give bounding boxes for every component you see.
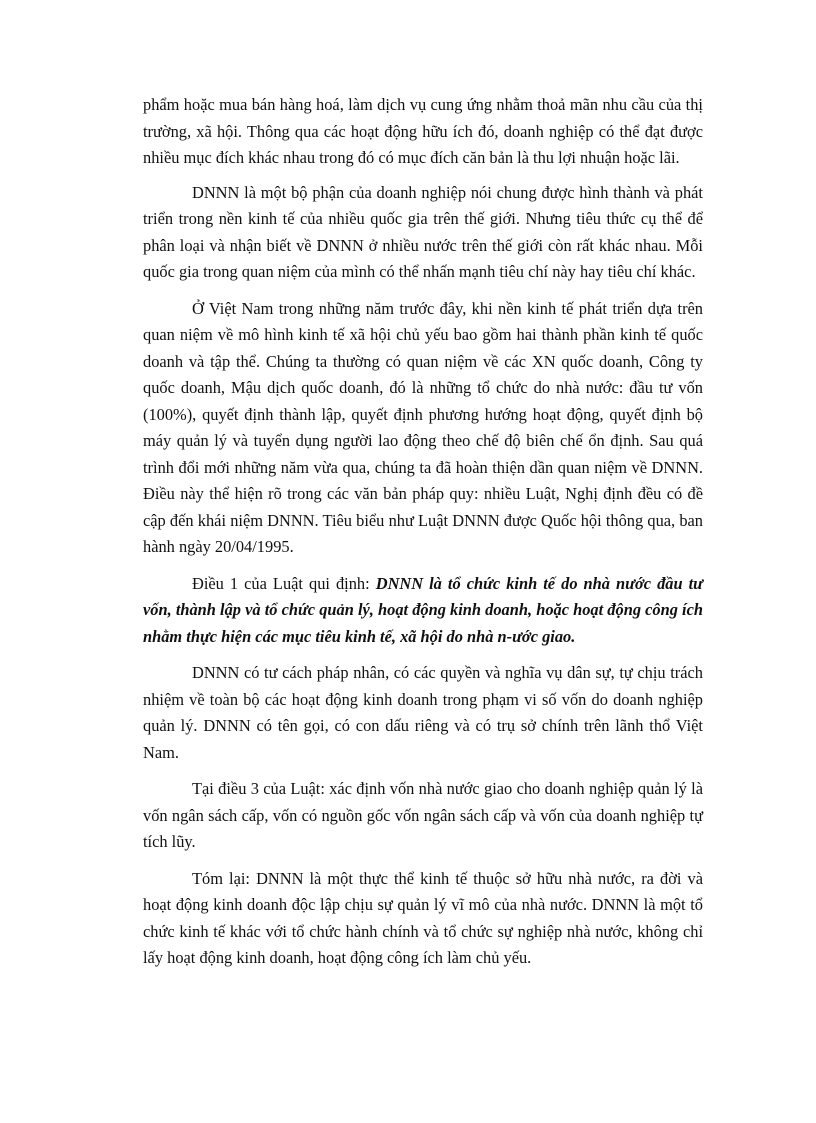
document-page <box>143 92 703 980</box>
article-1-definition: DNNN là tổ chức kinh tế do nhà nước đầu tư vốn, thành lập và tổ chức quản lý, hoạt động kinh doanh, hoặc hoạt động công ích nhằm thực hiện các mục tiêu kinh tế, xã hội do nhà n-ước giao. <box>143 573 703 646</box>
paragraph-4 <box>143 571 703 651</box>
paragraph-6: Tại điều 3 của Luật: xác định vốn nhà nước giao cho doanh nghiệp quản lý là vốn ngân sách cấp, vốn có nguồn gốc vốn ngân sách cấp và vốn của doanh nghiệp tự tích lũy. <box>143 779 703 851</box>
paragraph-3: Ở Việt Nam trong những năm trước đây, khi nền kinh tế phát triển dựa trên quan niệm về mô hình kinh tế xã hội chủ yếu bao gồm hai thành phần kinh tế quốc doanh và tập thể. Chúng ta thường có quan niệm về các XN quốc doanh, Công ty quốc doanh, Mậu dịch quốc doanh, đó là những tổ chức do nhà nước: đầu tư vốn (100%), quyết định thành lập, quyết định phương hướng hoạt động, quyết định bộ máy quản lý và tuyển dụng người lao động theo chế độ biên chế ổn định. Sau quá trình đổi mới những năm vừa qua, chúng ta đã hoàn thiện dần quan niệm về DNNN. Điều này thể hiện rõ trong các văn bản pháp quy: nhiều Luật, Nghị định đều có đề cập đến khái niệm DNNN. Tiêu biểu như Luật DNNN được Quốc hội thông qua, ban hành ngày 20/04/1995. <box>143 298 703 556</box>
paragraph-1: phẩm hoặc mua bán hàng hoá, làm dịch vụ cung ứng nhằm thoả mãn nhu cầu của thị trường, xã hội. Thông qua các hoạt động hữu ích đó, doanh nghiệp có thể đạt được nhiều mục đích khác nhau trong đó có mục đích căn bản là thu lợi nhuận hoặc lãi. <box>143 95 703 167</box>
article-1-lead: Điều 1 của Luật qui định: <box>192 573 376 593</box>
paragraph-7: Tóm lại: DNNN là một thực thể kinh tế thuộc sở hữu nhà nước, ra đời và hoạt động kinh doanh độc lập chịu sự quản lý vĩ mô của nhà nước. DNNN là một tổ chức kinh tế khác với tổ chức hành chính và tổ chức sự nghiệp nhà nước, không chỉ lấy hoạt động kinh doanh, hoạt động công ích làm chủ yếu. <box>143 868 703 967</box>
paragraph-5: DNNN có tư cách pháp nhân, có các quyền và nghĩa vụ dân sự, tự chịu trách nhiệm về toàn bộ các hoạt động kinh doanh trong phạm vi số vốn do doanh nghiệp quản lý. DNNN có tên gọi, có con dấu riêng và có trụ sở chính trên lãnh thổ Việt Nam. <box>143 663 703 762</box>
paragraph-2: DNNN là một bộ phận của doanh nghiệp nói chung được hình thành và phát triển trong nền kinh tế của nhiều quốc gia trên thế giới. Nhưng tiêu thức cụ thể để phân loại và nhận biết về DNNN ở nhiều nước trên thế giới còn rất khác nhau. Mỗi quốc gia trong quan niệm của mình có thể nhấn mạnh tiêu chí này hay tiêu chí khác. <box>143 182 703 281</box>
